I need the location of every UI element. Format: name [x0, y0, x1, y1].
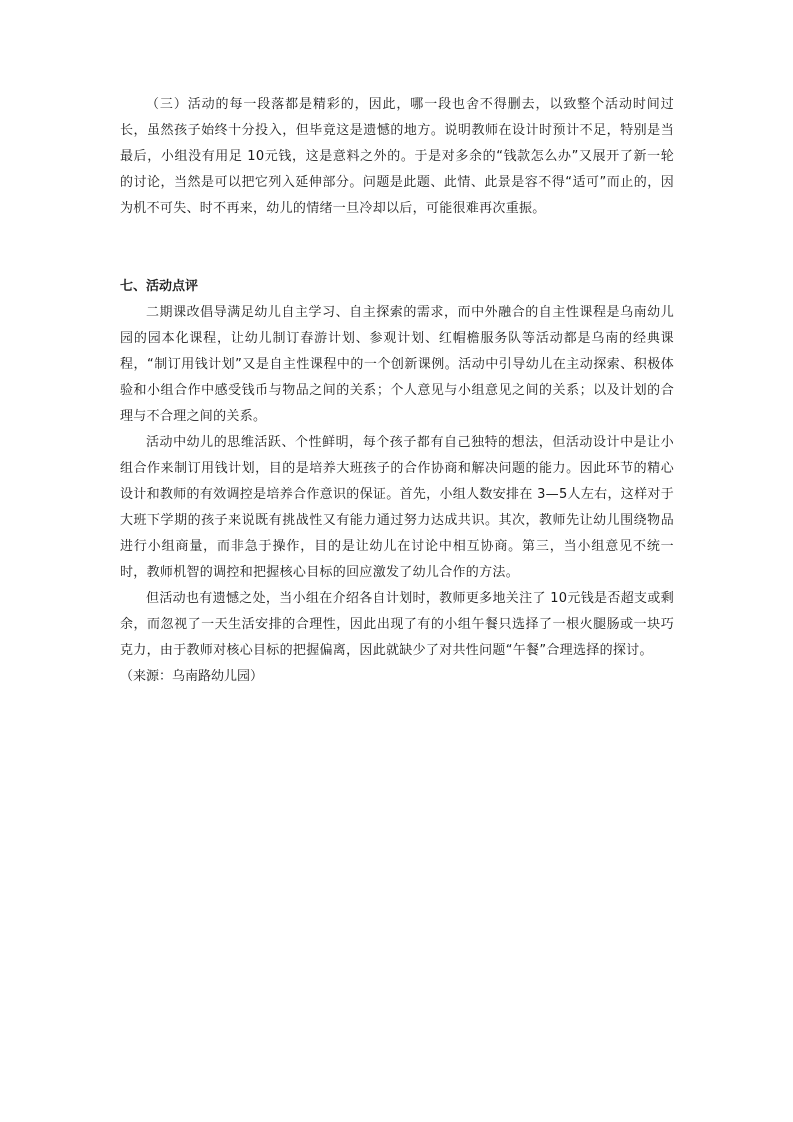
section-7-paragraph-3: 但活动也有遗憾之处，当小组在介绍各自计划时，教师更多地关注了 10元钱是否超支或剩余，而忽视了一天生活安排的合理性，因此出现了有的小组午餐只选择了一根火腿肠或一块巧克力，由于教师对核心目标的把握偏离，因此就缺少了对共性问题“午餐”合理选择的探讨。: [120, 591, 674, 658]
section-3-paragraph: （三）活动的每一段落都是精彩的，因此，哪一段也舍不得删去，以致整个活动时间过长，虽然孩子始终十分投入，但毕竟这是遗憾的地方。说明教师在设计时预计不足，特别是当最后，小组没有用足 10元钱，这是意料之外的。于是对多余的“钱款怎么办”又展开了新一轮的讨论，当然是可以把它列入延伸部分。问题是此题、此情、此景是容不得“适可”而止的，因为机不可失、时不再来，幼儿的情绪一旦冷却以后，可能很难再次重振。: [120, 97, 674, 216]
section-7-paragraph-2: 活动中幼儿的思维活跃、个性鲜明，每个孩子都有自己独特的想法，但活动设计中是让小组合作来制订用钱计划，目的是培养大班孩子的合作协商和解决问题的能力。因此环节的精心设计和教师的有效调控是培养合作意识的保证。首先，小组人数安排在 3—5人左右，这样对于大班下学期的孩子来说既有挑战性又有能力通过努力达成共识。其次，教师先让幼儿围绕物品进行小组商量，而非急于操作，目的是让幼儿在讨论中相互协商。第三，当小组意见不统一时，教师机智的调控和把握核心目标的回应激发了幼儿合作的方法。: [120, 435, 674, 580]
source-note: （来源：乌南路幼儿园）: [120, 669, 264, 684]
section-7-heading: 七、活动点评: [120, 279, 199, 294]
document-page: [120, 92, 674, 690]
section-7-paragraph-1: 二期课改倡导满足幼儿自主学习、自主探索的需求，而中外融合的自主性课程是乌南幼儿园的园本化课程，让幼儿制订春游计划、参观计划、红帽檐服务队等活动都是乌南的经典课程，“制订用钱计划”又是自主性课程中的一个创新课例。活动中引导幼儿在主动探索、积极体验和小组合作中感受钱币与物品之间的关系；个人意见与小组意见之间的关系；以及计划的合理与不合理之间的关系。: [120, 305, 674, 424]
spacer: [120, 222, 674, 274]
